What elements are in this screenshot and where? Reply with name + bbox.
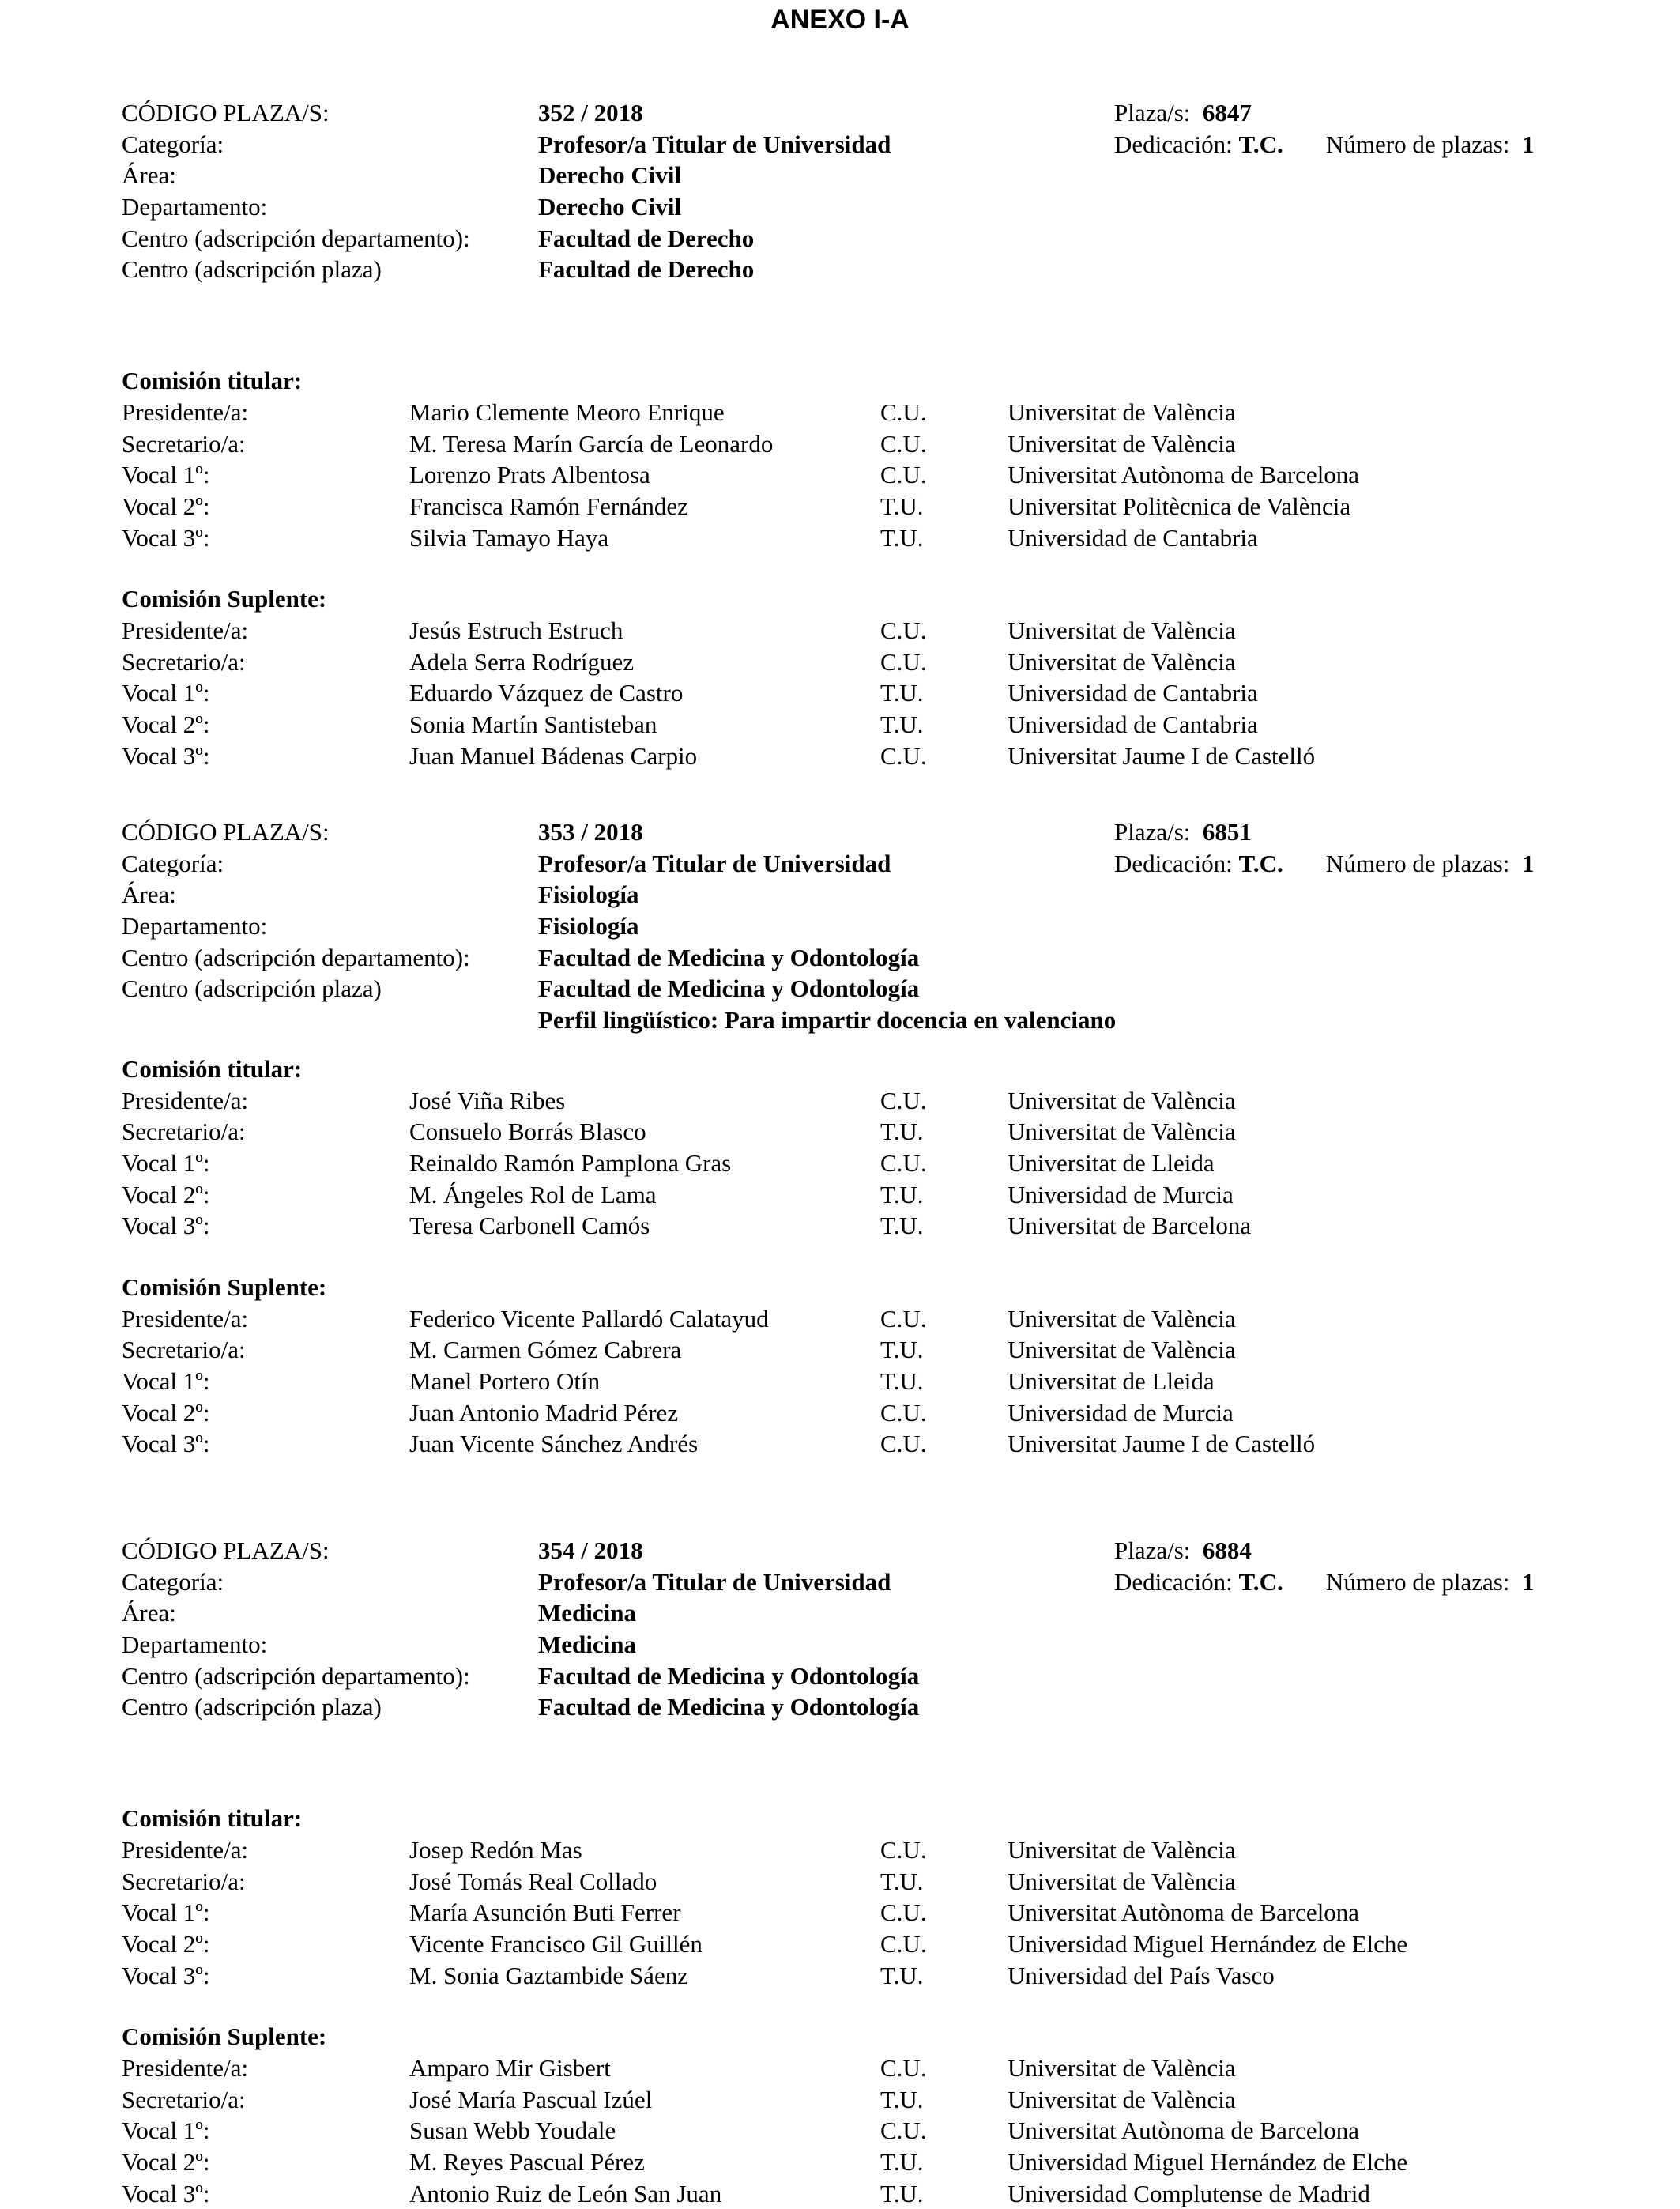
comision-titular-section [122,1803,1623,1834]
codigo-label: CÓDIGO PLAZA/S: [122,818,330,846]
centro-plaza-value: Facultad de Derecho [538,255,755,284]
member-row [122,677,1623,709]
member-name: José Viña Ribes [409,1086,566,1114]
categoria-row [122,129,1623,160]
member-name: Jesús Estruch Estruch [409,616,623,644]
member-university: Universitat de València [1008,2085,1236,2113]
numero-plazas-field [1326,848,1534,880]
centro-plaza-value: Facultad de Medicina y Odontología [538,974,920,1003]
comision-suplente-title: Comisión Suplente: [122,1272,327,1301]
member-name: M. Teresa Marín García de Leonardo [409,429,774,458]
plaza-num-value: 6884 [1202,1536,1252,1564]
member-university: Universitat de València [1008,1867,1236,1895]
member-role: Secretario/a: [122,1336,246,1364]
member-category: C.U. [880,1398,927,1427]
member-university: Universidad de Murcia [1008,1398,1234,1427]
member-university: Universitat de València [1008,1086,1236,1114]
member-category: T.U. [880,1180,924,1208]
member-role: Vocal 3º: [122,741,210,770]
member-role: Vocal 3º: [122,523,210,552]
centro-dep-value: Facultad de Derecho [538,224,755,252]
member-university: Universitat de València [1008,1835,1236,1864]
departamento-row [122,910,1623,942]
member-university: Universidad Miguel Hernández de Elche [1008,2148,1408,2176]
dedicacion-field [1114,848,1283,880]
perfil-row [122,1005,1623,1036]
dedicacion-field [1114,1566,1283,1598]
member-category: C.U. [880,1148,927,1177]
categoria-row [122,848,1623,880]
plaza-num-field [1114,1535,1252,1566]
member-name: Sonia Martín Santisteban [409,711,657,738]
member-name: Juan Vicente Sánchez Andrés [409,1430,699,1458]
centro-plaza-row [122,973,1623,1005]
member-name: Reinaldo Ramón Pamplona Gras [409,1148,732,1177]
member-category: C.U. [880,647,927,676]
member-row [122,428,1623,460]
member-university: Universidad de Murcia [1008,1180,1234,1208]
member-name: Teresa Carbonell Camós [409,1212,650,1240]
dedicacion-label: Dedicación: [1114,1567,1233,1596]
plaza-block [122,816,1623,1460]
numero-plazas-field [1326,129,1534,160]
comision-titular-title: Comisión titular: [122,367,303,395]
dedicacion-value: T.C. [1238,849,1283,877]
member-role: Vocal 3º: [122,1961,210,1989]
centro-plaza-value: Facultad de Medicina y Odontología [538,1693,920,1721]
codigo-value: 353 / 2018 [538,818,643,846]
dedicacion-value: T.C. [1238,1567,1283,1596]
member-category: C.U. [880,1430,927,1458]
member-row [122,1960,1623,1992]
member-category: C.U. [880,398,927,426]
comision-suplente-section [122,2021,1623,2053]
perfil-linguistico: Perfil lingüístico: Para impartir docencia en valenciano [538,1006,1117,1035]
centro-plaza-label: Centro (adscripción plaza) [122,1693,382,1721]
member-name: Mario Clemente Meoro Enrique [409,398,725,426]
centro-dep-label: Centro (adscripción departamento): [122,224,470,252]
member-category: C.U. [880,461,927,489]
member-role: Presidente/a: [122,398,249,426]
codigo-value: 354 / 2018 [538,1536,643,1564]
plaza-num-value: 6847 [1202,99,1252,126]
member-role: Presidente/a: [122,1304,249,1333]
member-row [122,459,1623,491]
member-name: José Tomás Real Collado [409,1867,657,1895]
centro-plaza-label: Centro (adscripción plaza) [122,255,382,284]
member-category: C.U. [880,1929,927,1958]
member-role: Vocal 2º: [122,1398,210,1427]
member-name: Adela Serra Rodríguez [409,647,635,676]
member-row [122,1428,1623,1460]
member-row [122,615,1623,646]
member-row [122,1397,1623,1429]
centro-dep-row [122,942,1623,974]
member-name: Lorenzo Prats Albentosa [409,461,650,489]
member-row [122,1897,1623,1928]
member-university: Universidad Miguel Hernández de Elche [1008,1929,1408,1958]
member-university: Universitat de València [1008,616,1236,644]
member-university: Universitat de València [1008,429,1236,458]
member-role: Vocal 1º: [122,461,210,489]
numero-plazas-value: 1 [1521,1567,1535,1596]
area-row [122,160,1623,191]
member-university: Universitat de València [1008,1336,1236,1364]
codigo-row [122,816,1623,848]
member-row [122,1210,1623,1242]
member-row [122,2053,1623,2084]
member-university: Universitat de València [1008,398,1236,426]
member-category: T.U. [880,711,924,738]
plaza-num-label: Plaza/s: [1114,1536,1191,1564]
centro-plaza-row [122,254,1623,285]
numero-plazas-label: Número de plazas: [1326,849,1510,877]
categoria-row [122,1566,1623,1598]
categoria-value: Profesor/a Titular de Universidad [538,849,891,877]
area-label: Área: [122,161,176,190]
member-university: Universitat Autònoma de Barcelona [1008,1898,1360,1927]
member-name: M. Sonia Gaztambide Sáenz [409,1961,688,1989]
member-row [122,1928,1623,1960]
member-row [122,1866,1623,1898]
codigo-row [122,97,1623,129]
member-university: Universitat Autònoma de Barcelona [1008,2117,1360,2145]
member-category: T.U. [880,1367,924,1395]
member-name: Eduardo Vázquez de Castro [409,679,684,707]
numero-plazas-value: 1 [1521,130,1535,158]
member-row [122,646,1623,678]
member-row [122,2115,1623,2147]
member-university: Universitat de Lleida [1008,1148,1215,1177]
member-university: Universidad de Cantabria [1008,679,1258,707]
plaza-block [122,97,1623,771]
member-name: Amparo Mir Gisbert [409,2053,611,2082]
numero-plazas-label: Número de plazas: [1326,130,1510,158]
dedicacion-field [1114,129,1283,160]
member-name: Juan Antonio Madrid Pérez [409,1398,679,1427]
member-row [122,2147,1623,2178]
centro-dep-row [122,1661,1623,1692]
member-row [122,491,1623,522]
member-category: C.U. [880,1086,927,1114]
member-name: M. Carmen Gómez Cabrera [409,1336,682,1364]
member-role: Vocal 3º: [122,1212,210,1240]
centro-dep-label: Centro (adscripción departamento): [122,1661,470,1690]
member-role: Vocal 3º: [122,2179,210,2207]
member-category: T.U. [880,2085,924,2113]
member-name: M. Reyes Pascual Pérez [409,2148,645,2176]
departamento-label: Departamento: [122,193,268,221]
member-university: Universitat de Barcelona [1008,1212,1252,1240]
member-name: Antonio Ruiz de León San Juan [409,2179,722,2207]
plaza-num-field [1114,97,1252,129]
comision-titular-section [122,365,1623,397]
member-category: C.U. [880,616,927,644]
departamento-value: Derecho Civil [538,193,682,221]
centro-dep-value: Facultad de Medicina y Odontología [538,943,920,971]
dedicacion-value: T.C. [1238,130,1283,158]
departamento-row [122,1629,1623,1661]
area-label: Área: [122,880,176,909]
member-row [122,1303,1623,1335]
member-name: Federico Vicente Pallardó Calatayud [409,1304,769,1333]
member-row [122,1116,1623,1148]
member-row [122,1366,1623,1397]
codigo-row [122,1535,1623,1566]
member-category: C.U. [880,741,927,770]
area-value: Derecho Civil [538,161,682,190]
area-row [122,879,1623,910]
member-university: Universidad de Cantabria [1008,711,1258,738]
departamento-value: Fisiología [538,912,639,941]
centro-plaza-label: Centro (adscripción plaza) [122,974,382,1003]
member-name: Silvia Tamayo Haya [409,523,609,552]
member-row [122,397,1623,428]
member-category: T.U. [880,1212,924,1240]
member-category: T.U. [880,679,924,707]
categoria-value: Profesor/a Titular de Universidad [538,130,891,158]
member-category: C.U. [880,2117,927,2145]
member-row [122,522,1623,554]
comision-titular-title: Comisión titular: [122,1054,303,1083]
member-category: T.U. [880,1118,924,1146]
member-university: Universidad de Cantabria [1008,523,1258,552]
member-role: Vocal 1º: [122,2117,210,2145]
member-name: Juan Manuel Bádenas Carpio [409,741,698,770]
area-value: Fisiología [538,880,639,909]
dedicacion-label: Dedicación: [1114,130,1233,158]
member-category: T.U. [880,492,924,520]
comision-suplente-title: Comisión Suplente: [122,585,327,613]
comision-suplente-section [122,1272,1623,1303]
categoria-label: Categoría: [122,849,224,877]
member-row [122,2178,1623,2209]
member-role: Vocal 1º: [122,1148,210,1177]
area-label: Área: [122,1599,176,1627]
comision-titular-title: Comisión titular: [122,1804,303,1833]
member-row [122,1334,1623,1366]
plaza-num-field [1114,816,1252,848]
numero-plazas-label: Número de plazas: [1326,1567,1510,1596]
member-university: Universitat Politècnica de València [1008,492,1351,520]
member-category: T.U. [880,2148,924,2176]
member-role: Secretario/a: [122,2085,246,2113]
member-university: Universitat de València [1008,1118,1236,1146]
centro-dep-row [122,223,1623,254]
member-university: Universitat de València [1008,647,1236,676]
member-role: Vocal 2º: [122,711,210,738]
member-role: Secretario/a: [122,1867,246,1895]
member-category: T.U. [880,1961,924,1989]
member-university: Universidad Complutense de Madrid [1008,2179,1370,2207]
member-row [122,1179,1623,1211]
member-row [122,1834,1623,1866]
member-university: Universidad del País Vasco [1008,1961,1275,1989]
member-role: Presidente/a: [122,2053,249,2082]
categoria-label: Categoría: [122,1567,224,1596]
member-university: Universitat de València [1008,1304,1236,1333]
member-row [122,741,1623,772]
member-name: Susan Webb Youdale [409,2117,616,2145]
member-role: Vocal 3º: [122,1430,210,1458]
member-category: C.U. [880,1835,927,1864]
member-category: C.U. [880,1304,927,1333]
numero-plazas-field [1326,1566,1534,1598]
centro-plaza-row [122,1691,1623,1723]
member-row [122,1148,1623,1179]
member-university: Universitat Jaume I de Castelló [1008,741,1316,770]
member-name: Francisca Ramón Fernández [409,492,688,520]
codigo-label: CÓDIGO PLAZA/S: [122,1536,330,1564]
member-category: T.U. [880,1867,924,1895]
member-row [122,1085,1623,1117]
member-name: Consuelo Borrás Blasco [409,1118,646,1146]
comision-suplente-section [122,583,1623,615]
member-role: Vocal 1º: [122,1898,210,1927]
comision-titular-section [122,1054,1623,1085]
member-category: C.U. [880,429,927,458]
member-role: Vocal 1º: [122,679,210,707]
member-role: Secretario/a: [122,429,246,458]
document-title: ANEXO I-A [770,5,910,35]
numero-plazas-value: 1 [1521,849,1535,877]
plaza-num-label: Plaza/s: [1114,818,1191,846]
comision-suplente-title: Comisión Suplente: [122,2022,327,2051]
member-category: C.U. [880,1898,927,1927]
member-name: María Asunción Buti Ferrer [409,1898,681,1927]
codigo-value: 352 / 2018 [538,99,643,126]
departamento-label: Departamento: [122,912,268,941]
plaza-num-value: 6851 [1202,818,1252,846]
departamento-row [122,191,1623,223]
member-university: Universitat Jaume I de Castelló [1008,1430,1316,1458]
categoria-label: Categoría: [122,130,224,158]
member-role: Secretario/a: [122,647,246,676]
centro-dep-label: Centro (adscripción departamento): [122,943,470,971]
member-row [122,2084,1623,2116]
member-category: T.U. [880,2179,924,2207]
member-role: Presidente/a: [122,1835,249,1864]
member-category: T.U. [880,523,924,552]
categoria-value: Profesor/a Titular de Universidad [538,1567,891,1596]
area-value: Medicina [538,1599,636,1627]
member-role: Secretario/a: [122,1118,246,1146]
member-role: Vocal 2º: [122,1929,210,1958]
member-role: Vocal 2º: [122,492,210,520]
member-category: T.U. [880,1336,924,1364]
member-name: Vicente Francisco Gil Guillén [409,1929,703,1958]
area-row [122,1597,1623,1629]
member-name: M. Ángeles Rol de Lama [409,1180,657,1208]
codigo-label: CÓDIGO PLAZA/S: [122,99,330,126]
member-university: Universitat Autònoma de Barcelona [1008,461,1360,489]
plaza-block [122,1535,1623,2209]
member-university: Universitat de València [1008,2053,1236,2082]
member-role: Vocal 1º: [122,1367,210,1395]
member-category: C.U. [880,2053,927,2082]
member-name: Josep Redón Mas [409,1835,582,1864]
member-name: José María Pascual Izúel [409,2085,653,2113]
plaza-num-label: Plaza/s: [1114,99,1191,126]
dedicacion-label: Dedicación: [1114,849,1233,877]
member-role: Presidente/a: [122,1086,249,1114]
member-university: Universitat de Lleida [1008,1367,1215,1395]
member-role: Vocal 2º: [122,2148,210,2176]
member-role: Vocal 2º: [122,1180,210,1208]
departamento-label: Departamento: [122,1630,268,1659]
member-role: Presidente/a: [122,616,249,644]
member-name: Manel Portero Otín [409,1367,601,1395]
member-row [122,709,1623,741]
centro-dep-value: Facultad de Medicina y Odontología [538,1661,920,1690]
departamento-value: Medicina [538,1630,636,1659]
